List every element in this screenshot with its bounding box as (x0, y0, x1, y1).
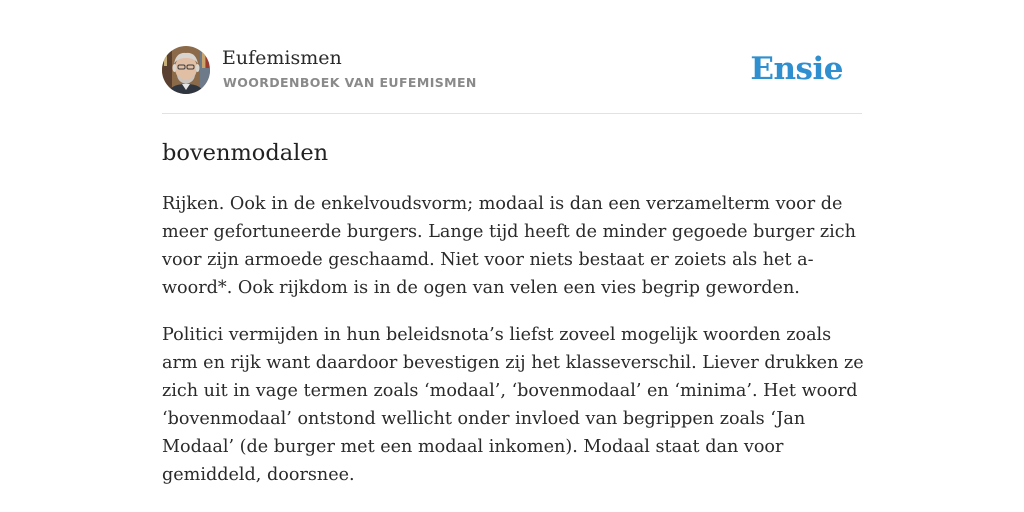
entry-card (162, 0, 864, 485)
definition-paragraph: Politici vermijden in hun beleidsnota’s liefst zoveel mogelijk woorden zoals arm en rijk want daardoor bevestigen zij het klasseverschil. Liever drukken ze zich uit in vage termen zoals ‘modaal’, ‘bovenmodaal’ en ‘minima’. Het woord ‘bovenmodaal’ ontstond wellicht onder invloed van begrippen zoals ‘Jan Modaal’ (de burger met een modaal inkomen). Modaal staat dan voor gemiddeld, doorsnee. (162, 325, 864, 485)
entry-definition (162, 190, 867, 508)
author-name[interactable]: Eufemismen (222, 47, 342, 69)
author-avatar[interactable] (162, 46, 210, 94)
definition-paragraph: Rijken. Ook in de enkelvoudsvorm; modaal is dan een verzamelterm voor de meer gefortuneerde burgers. Lange tijd heeft de minder gegoede burger zich voor zijn armoede geschaamd. Niet voor niets bestaat er zoiets als het a-woord*. Ook rijkdom is in de ogen van velen een vies begrip geworden. (162, 194, 856, 298)
ensie-logo[interactable]: Ensie (750, 51, 843, 87)
author-portrait-icon (162, 46, 210, 94)
entry-title: bovenmodalen (162, 140, 329, 166)
header (162, 0, 862, 114)
dictionary-name[interactable]: WOORDENBOEK VAN EUFEMISMEN (223, 75, 477, 90)
